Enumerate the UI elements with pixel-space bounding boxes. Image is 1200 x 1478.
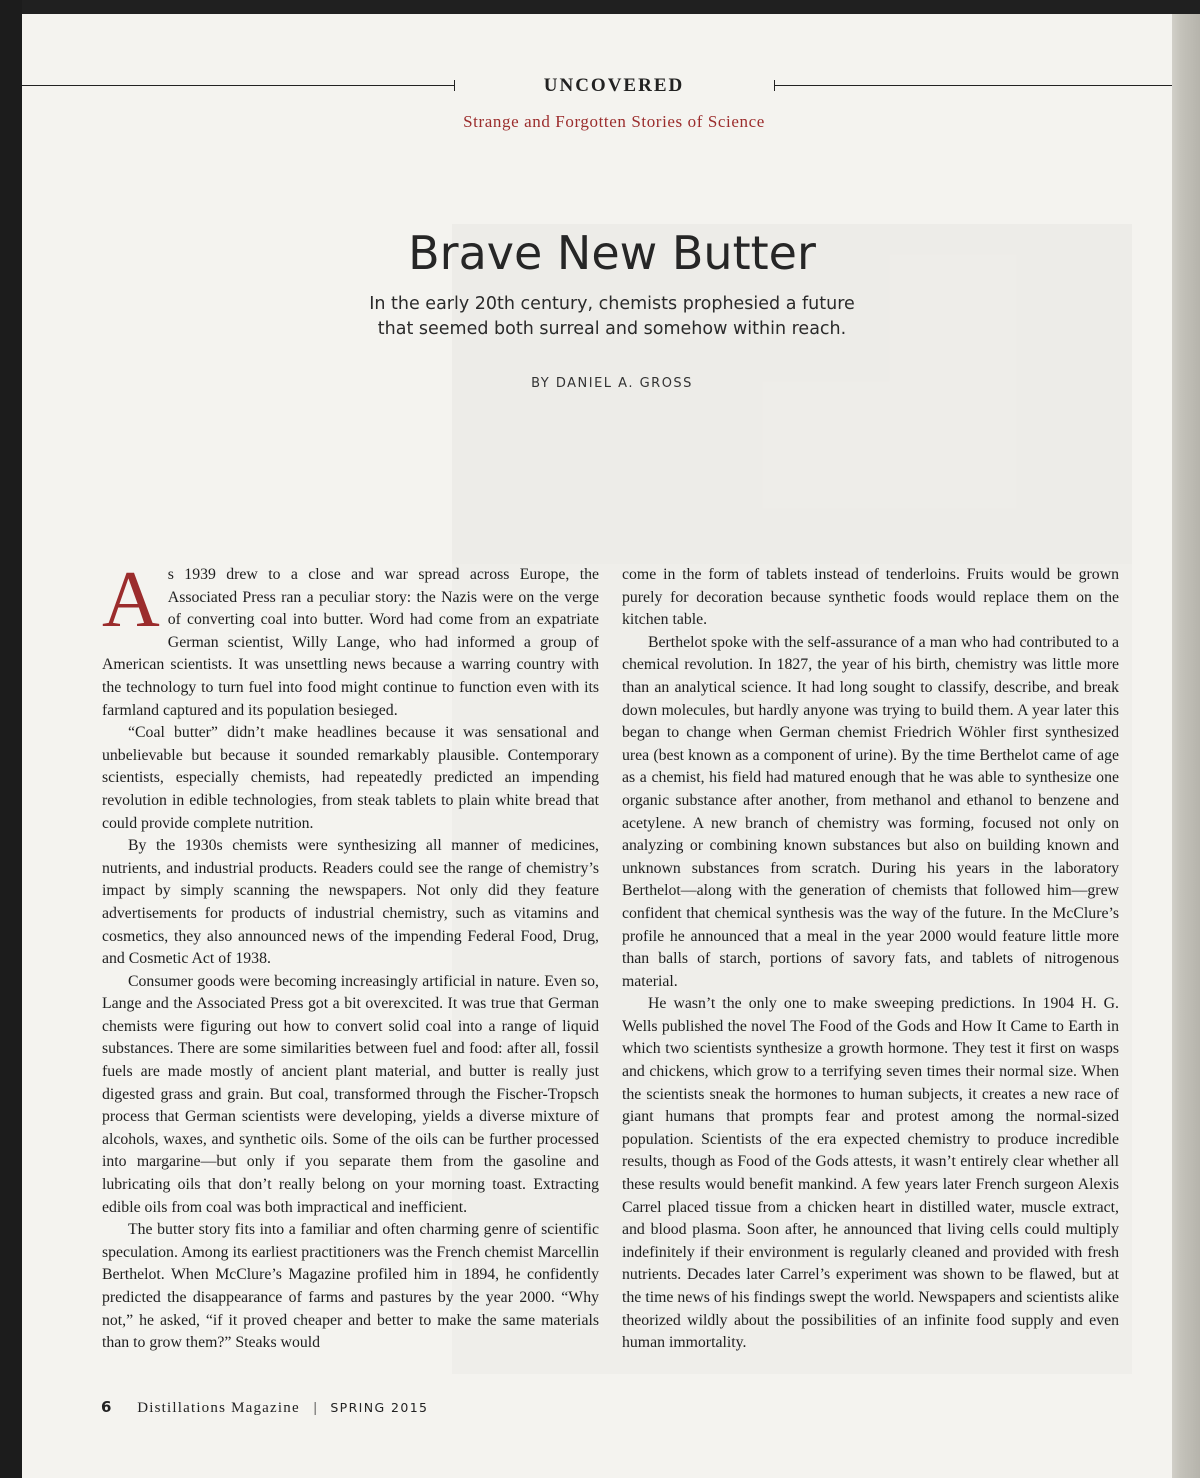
- article-dek: [302, 292, 922, 342]
- paragraph: Consumer goods were becoming increasingly artificial in nature. Even so, Lange and the Associated Press got a bit overexcited. It was true that German chemists were figuring out how to convert solid coal into a range of liquid substances. There are some similarities between fuel and food: after all, fossil fuels are made mostly of ancient plant material, and butter is really just digested grass and grain. But coal, transformed through the Fischer-Tropsch process that German scientists were developing, yields a diverse mixture of alcohols, waxes, and synthetic oils. Some of the oils can be further processed into margarine—but only if you separate them from the gasoline and lubricating oils that don’t really belong on your morning toast. Extracting edible oils from coal was both impractical and inefficient.: [102, 972, 599, 1216]
- magazine-spine: [1168, 14, 1200, 1478]
- paragraph: As 1939 drew to a close and war spread across Europe, the Associated Press ran a peculiar story: the Nazis were on the verge of converting coal into butter. Word had come from an expatriate German scientist, Willy Lange, who had informed a group of American scientists. It was unsettling news because a warring country with the technology to turn fuel into food might continue to function even with its farmland captured and its population besieged.: [102, 556, 599, 719]
- article-column-right: [622, 564, 1119, 1355]
- dek-line-2: that seemed both surreal and somehow within reach.: [377, 319, 847, 339]
- article-column-left: [102, 556, 599, 1355]
- section-kicker: UNCOVERED: [543, 75, 685, 96]
- section-subtitle: Strange and Forgotten Stories of Science: [463, 112, 765, 131]
- magazine-page: [22, 14, 1172, 1478]
- page-footer: [101, 1398, 428, 1417]
- paragraph: Berthelot spoke with the self-assurance of a man who had contributed to a chemical revolution. In 1827, the year of his birth, chemistry was little more than an analytical science. It had long sought to classify, describe, and break down molecules, but hardly anyone was trying to build them. A year later this began to change when German chemist Friedrich Wöhler first synthesized urea (best known as a component of urine). By the time Berthelot came of age as a chemist, his field had matured enough that he was able to synthesize one organic substance after another, from methanol and ethanol to benzene and acetylene. A new branch of chemistry was forming, focused not only on analyzing or combining known substances but also on building known and unknown substances from scratch. During his years in the laboratory Berthelot—along with the generation of chemists that followed him—grew confident that chemical synthesis was the way of the future. In the McClure’s profile he announced that a meal in the year 2000 would feature little more than balls of starch, portions of savory fats, and tablets of nitrogenous material.: [622, 633, 1119, 990]
- paragraph: come in the form of tablets instead of tenderloins. Fruits would be grown purely for decoration because synthetic foods would replace them on the kitchen table.: [622, 566, 1119, 629]
- byline: BY DANIEL A. GROSS: [531, 376, 693, 391]
- article-title: Brave New Butter: [408, 226, 816, 280]
- paragraph: By the 1930s chemists were synthesizing all manner of medicines, nutrients, and industrial products. Readers could see the range of chemistry’s impact by simply scanning the newspapers. Not only did they feature advertisements for products of industrial chemistry, such as vitamins and cosmetics, they also announced news of the impending Federal Food, Drug, and Cosmetic Act of 1938.: [102, 837, 599, 968]
- scan-border-top: [0, 0, 1200, 14]
- paragraph: “Coal butter” didn’t make headlines because it was sensational and unbelievable but because it sounded remarkably plausible. Contemporary scientists, especially chemists, had repeatedly predicted an impending revolution in edible technologies, from steak tablets to plain white bread that could provide complete nutrition.: [102, 724, 599, 832]
- magazine-name: Distillations Magazine: [137, 1400, 300, 1416]
- page-number: 6: [101, 1398, 112, 1416]
- header-rule-right: [774, 85, 1172, 86]
- dek-line-1: In the early 20th century, chemists prophesied a future: [369, 294, 855, 314]
- footer-separator: |: [313, 1400, 317, 1416]
- header-rule-tick-right: [774, 80, 775, 91]
- scan-border-left: [0, 0, 22, 1478]
- drop-cap: A: [102, 556, 160, 644]
- paragraph: He wasn’t the only one to make sweeping predictions. In 1904 H. G. Wells published the novel The Food of the Gods and How It Came to Earth in which two scientists synthesize a growth hormone. They test it first on wasps and chickens, which grow to a terrifying seven times their normal size. When the scientists sneak the hormones to human subjects, it creates a new race of giant humans that prompts fear and protest among the normal-sized population. Scientists of the era expected chemistry to produce incredible results, though as Food of the Gods attests, it wasn’t entirely clear whether all these results would benefit mankind. A few years later French surgeon Alexis Carrel placed tissue from a chicken heart in distilled water, muscle extract, and blood plasma. Soon after, he announced that living cells could multiply indefinitely if their environment is regularly cleaned and provided with fresh nutrients. Decades later Carrel’s experiment was shown to be flawed, but at the time news of his findings swept the world. Newspapers and scientists alike theorized wildly about the possibilities of an infinite food supply and even human immortality.: [622, 995, 1119, 1352]
- header-rule-left: [22, 85, 454, 86]
- paragraph: The butter story fits into a familiar and often charming genre of scientific speculation. Among its earliest practitioners was the French chemist Marcellin Berthelot. When McClure’s Magazine profiled him in 1894, he confidently predicted the disappearance of farms and pastures by the year 2000. “Why not,” he asked, “if it proved cheaper and better to make the same materials than to grow them?” Steaks would: [102, 1221, 599, 1352]
- issue-date: SPRING 2015: [330, 1400, 429, 1415]
